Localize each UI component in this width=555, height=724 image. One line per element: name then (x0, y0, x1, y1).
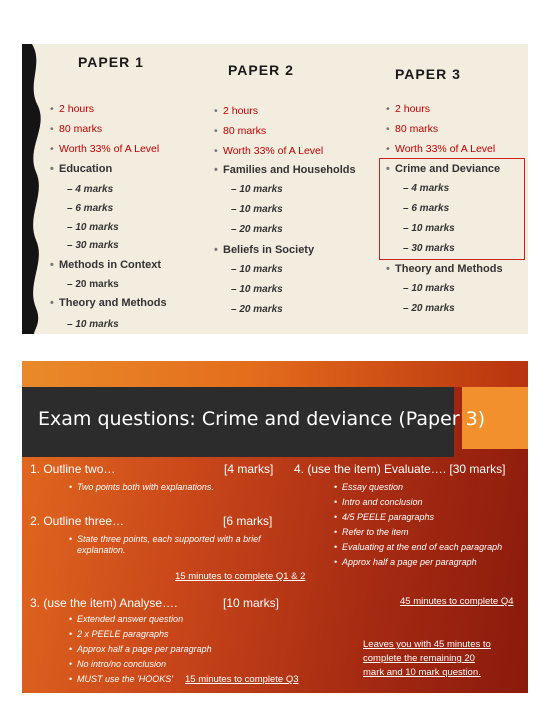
q3-label: 3. (use the item) Analyse…. (30, 596, 178, 610)
q2-point: • State three points, each supported with a brief (77, 534, 261, 544)
q3-marks: [10 marks] (223, 596, 280, 610)
q3-point: • Approx half a page per paragraph (77, 644, 212, 654)
paper1-item: – 10 marks (67, 222, 119, 233)
q4-point: • Intro and conclusion (342, 497, 423, 507)
q2-point-continued: explanation. (77, 545, 126, 555)
decorative-wave-border (22, 44, 46, 334)
paper2-section-families: • Families and Households (223, 164, 356, 176)
time-q4: 45 minutes to complete Q4 (400, 596, 514, 607)
paper2-item: – 10 marks (231, 284, 283, 295)
q2-label: 2. Outline three… (30, 514, 125, 528)
paper2-section-beliefs: • Beliefs in Society (223, 244, 314, 256)
paper2-duration: • 2 hours (223, 105, 258, 117)
paper1-item: – 10 marks (67, 319, 119, 330)
paper3-item: – 10 marks (403, 283, 455, 294)
paper1-item: – 30 marks (67, 240, 119, 251)
time-q1-q2: 15 minutes to complete Q1 & 2 (175, 571, 306, 582)
remaining-time-note: complete the remaining 20 (363, 653, 475, 664)
paper1-marks: • 80 marks (59, 123, 102, 135)
time-q3: 15 minutes to complete Q3 (185, 674, 299, 685)
top-accent-bar (22, 361, 528, 387)
paper1-title: PAPER 1 (78, 54, 144, 70)
paper2-item: – 10 marks (231, 184, 283, 195)
q2-marks: [6 marks] (223, 514, 273, 528)
paper1-section-education: • Education (59, 163, 112, 175)
paper2-item: – 10 marks (231, 204, 283, 215)
q3-point: • MUST use the 'HOOKS' (77, 674, 173, 684)
paper3-section-theory: • Theory and Methods (395, 263, 503, 275)
paper2-item: – 20 marks (231, 224, 283, 235)
exam-questions-slide (22, 361, 528, 693)
paper1-item: – 20 marks (67, 279, 119, 290)
q4-point: • Essay question (342, 482, 403, 492)
paper3-item: – 30 marks (403, 243, 455, 254)
paper3-duration: • 2 hours (395, 103, 430, 115)
paper1-item: – 4 marks (67, 184, 114, 195)
q3-point: • 2 x PEELE paragraphs (77, 629, 169, 639)
paper2-marks: • 80 marks (223, 125, 266, 137)
paper1-section-theory: • Theory and Methods (59, 297, 167, 309)
paper3-item: – 10 marks (403, 223, 455, 234)
q3-point: • No intro/no conclusion (77, 659, 166, 669)
paper3-section-crime: • Crime and Deviance (395, 163, 500, 175)
paper1-duration: • 2 hours (59, 103, 94, 115)
paper2-item: – 20 marks (231, 304, 283, 315)
paper2-item: – 10 marks (231, 264, 283, 275)
q1-point: • Two points both with explanations. (77, 482, 214, 492)
paper3-item: – 6 marks (403, 203, 450, 214)
paper2-title: PAPER 2 (228, 62, 294, 78)
paper1-item: – 6 marks (67, 203, 114, 214)
paper3-item: – 20 marks (403, 303, 455, 314)
q4-label: 4. (use the item) Evaluate…. [30 marks] (294, 462, 506, 476)
q4-point: • Approx half a page per paragraph (342, 557, 477, 567)
q1-label: 1. Outline two… (30, 462, 116, 476)
remaining-time-note: Leaves you with 45 minutes to (363, 639, 491, 650)
q4-point: • 4/5 PEELE paragraphs (342, 512, 434, 522)
remaining-time-note: mark and 10 mark question. (363, 667, 481, 678)
paper1-section-methods: • Methods in Context (59, 259, 161, 271)
q4-point: • Evaluating at the end of each paragraph (342, 542, 502, 552)
q3-point: • Extended answer question (77, 614, 183, 624)
paper3-item: – 4 marks (403, 183, 450, 194)
paper2-weight: • Worth 33% of A Level (223, 145, 323, 157)
q1-marks: [4 marks] (224, 462, 274, 476)
paper1-weight: • Worth 33% of A Level (59, 143, 159, 155)
paper3-marks: • 80 marks (395, 123, 438, 135)
paper-overview-slide (22, 44, 528, 334)
paper3-title: PAPER 3 (395, 66, 461, 82)
paper3-weight: • Worth 33% of A Level (395, 143, 495, 155)
q4-point: • Refer to the item (342, 527, 409, 537)
slide-title: Exam questions: Crime and deviance (Paper 3) (38, 408, 486, 430)
